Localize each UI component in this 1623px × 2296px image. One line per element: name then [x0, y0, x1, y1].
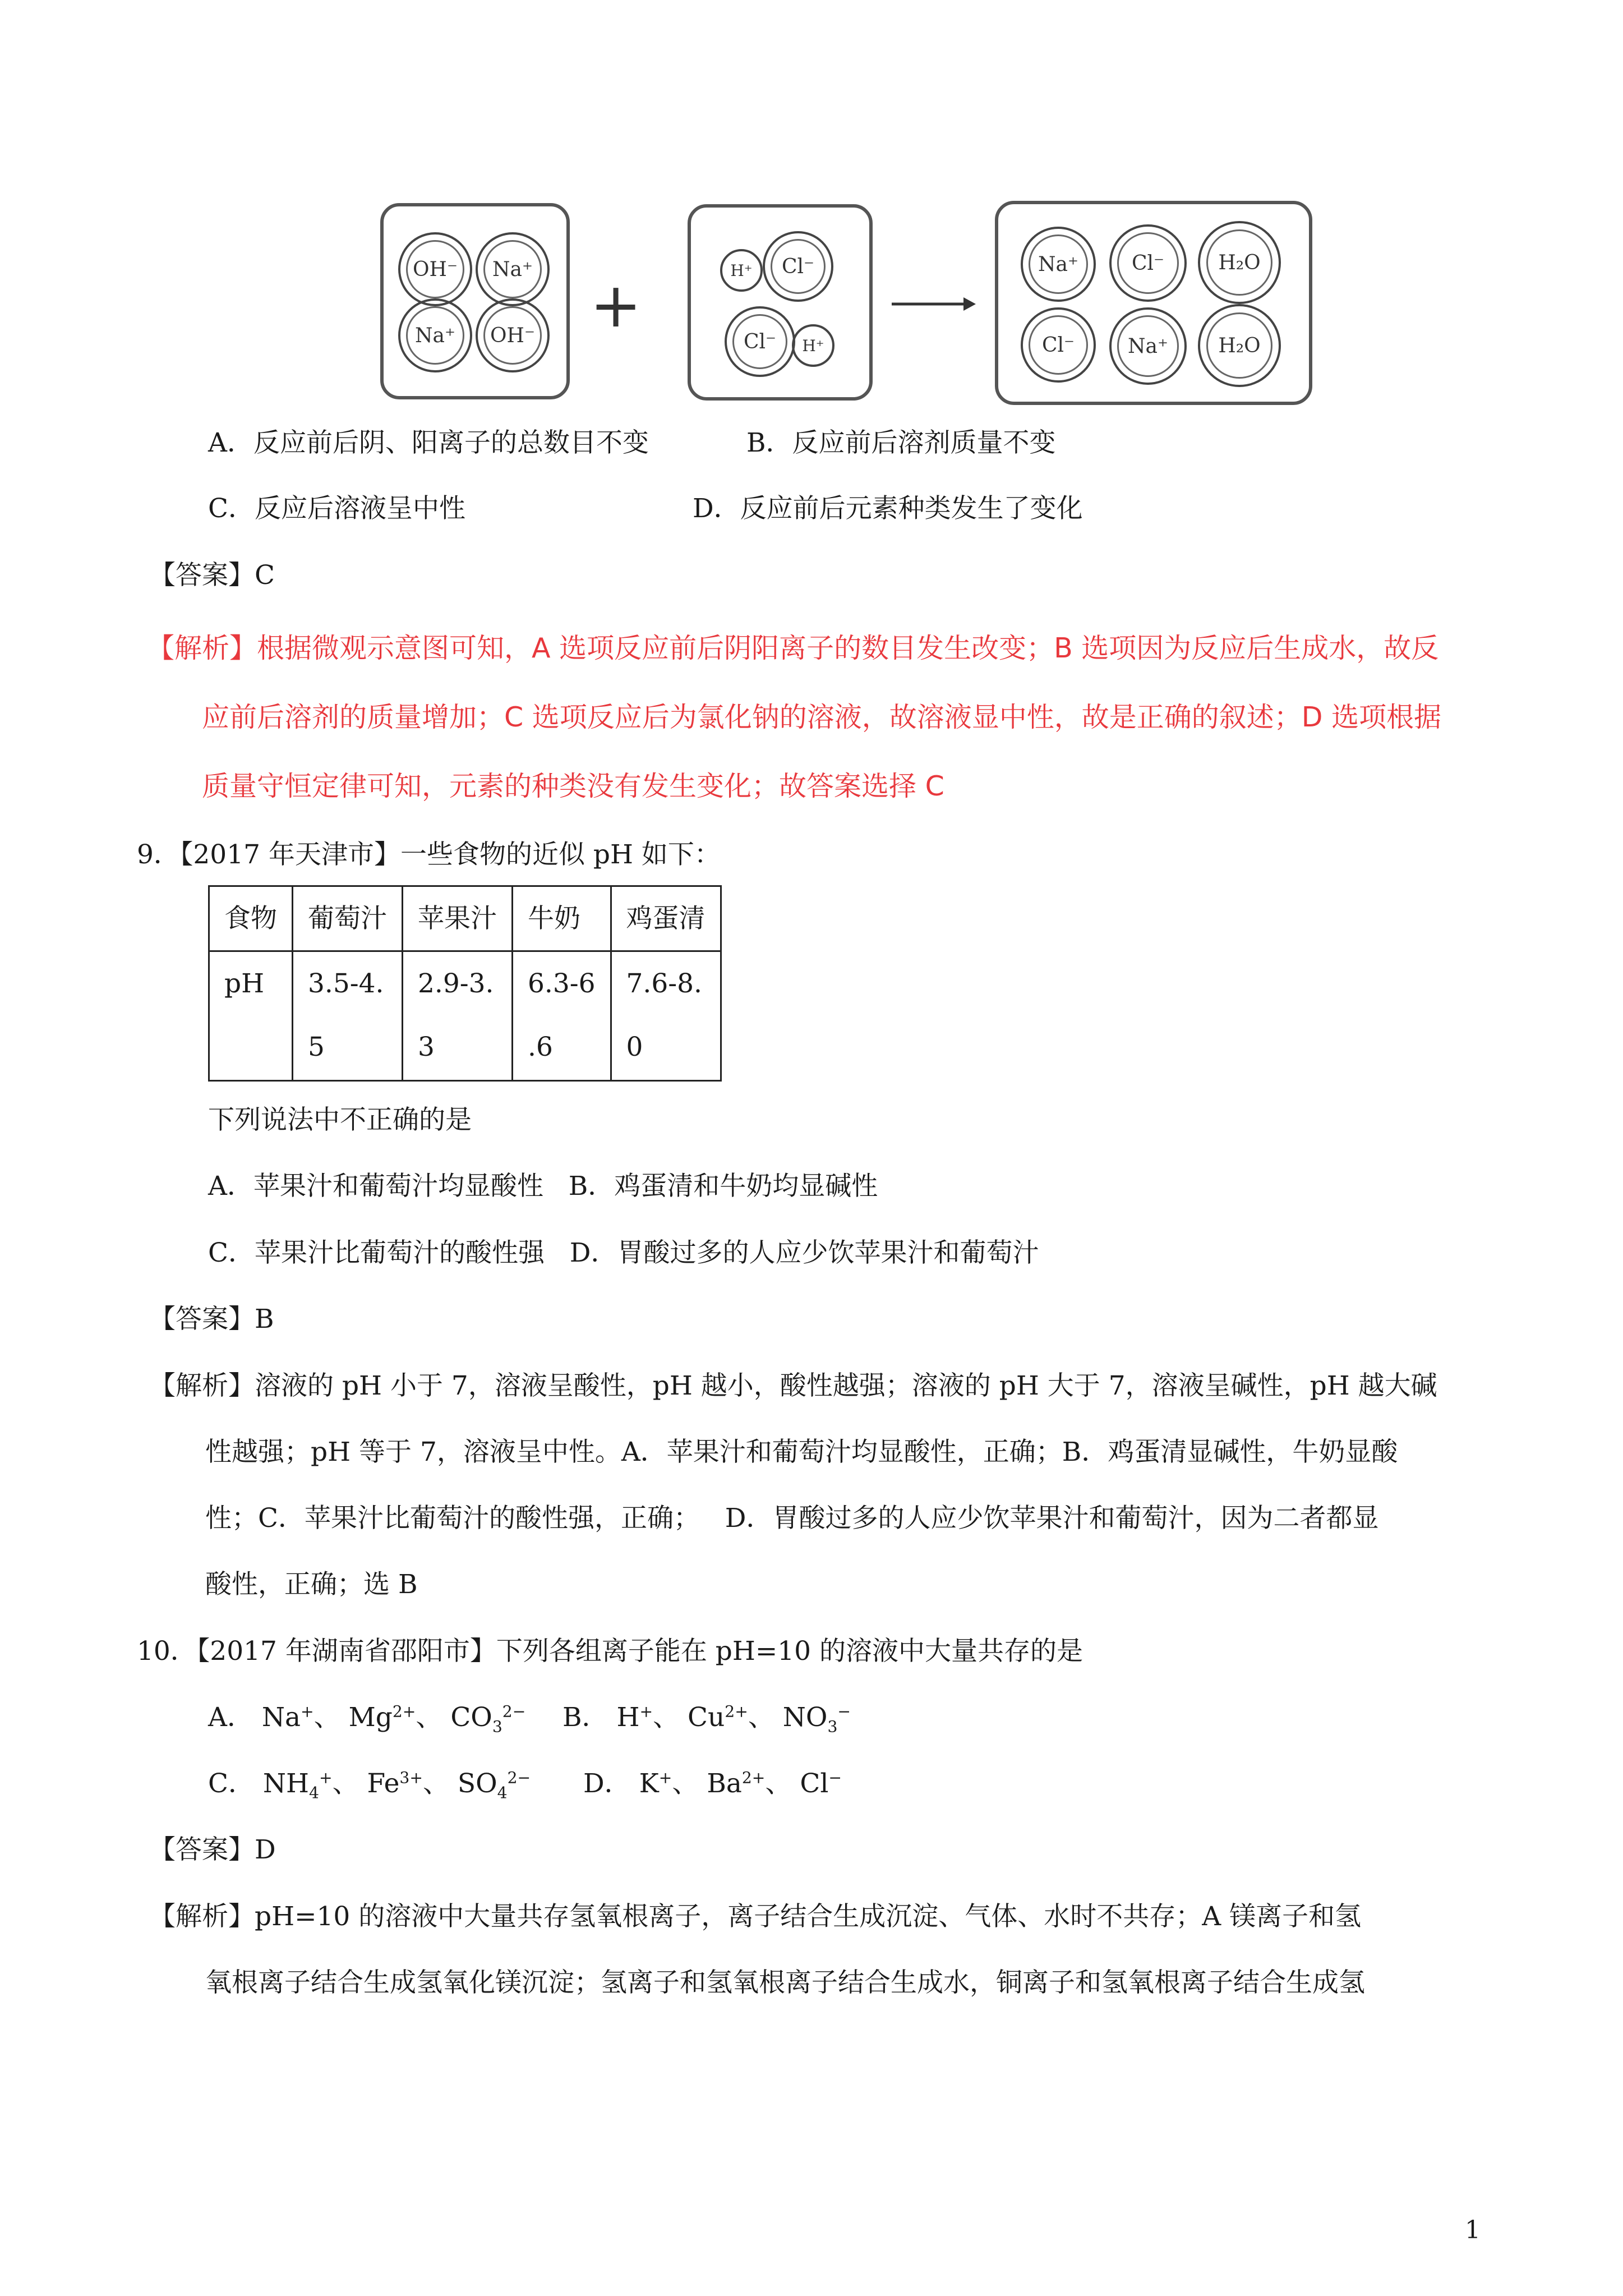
- table-cell: 牛奶: [513, 886, 611, 951]
- table-cell: 食物: [209, 886, 293, 951]
- ion-na: Na⁺: [476, 232, 550, 306]
- q10-analysis-line: 【解析】pH=10 的溶液中大量共存氢氧根离子，离子结合生成沉淀、气体、水时不共存；A 镁离子和氢: [149, 1901, 1362, 1932]
- q8-option-c: C．反应后溶液呈中性: [208, 493, 465, 524]
- table-row: [209, 886, 721, 951]
- q9-stem: 9．【2017 年天津市】一些食物的近似 pH 如下：: [137, 839, 721, 870]
- q10-option-a: A． Na+、 $Mg^{2+}$、 $CO_3^{2-}$: [208, 1702, 526, 1736]
- ion-na: Na⁺: [398, 298, 472, 372]
- ion-h: H⁺: [720, 249, 763, 292]
- molecule-h2o: H₂O: [1198, 221, 1281, 304]
- table-cell: 7.6-8. 0: [611, 951, 721, 1081]
- table-cell: 苹果汁: [403, 886, 513, 951]
- ion-cl: Cl⁻: [763, 231, 833, 302]
- q10-analysis-line: 氧根离子结合生成氢氧化镁沉淀；氢离子和氢氧根离子结合生成水，铜离子和氢氧根离子结合生成氢: [205, 1967, 1365, 1998]
- q9-question: 下列说法中不正确的是: [208, 1105, 472, 1135]
- q8-analysis-line: 质量守恒定律可知，元素的种类没有发生变化；故答案选择 C: [202, 770, 944, 802]
- q8-analysis-line: 应前后溶剂的质量增加；C 选项反应后为氯化钠的溶液，故溶液显中性，故是正确的叙述；D 选项根据: [202, 701, 1442, 733]
- q9-answer: 【答案】B: [149, 1304, 274, 1335]
- q10-option-d: D． K+、 $Ba^{2+}$、 Cl−: [583, 1768, 842, 1799]
- q8-option-a: A．反应前后阴、阳离子的总数目不变: [208, 427, 649, 458]
- q9-analysis-line: 性越强；pH 等于 7，溶液呈中性。A．苹果汁和葡萄汁均显酸性，正确；B．鸡蛋清显碱性，牛奶显酸: [205, 1437, 1398, 1467]
- arrow-icon: [892, 293, 976, 315]
- table-row: [209, 951, 721, 1081]
- q9-options-cd: C．苹果汁比葡萄汁的酸性强 D．胃酸过多的人应少饮苹果汁和葡萄汁: [208, 1237, 1039, 1268]
- q8-option-b: B．反应前后溶剂质量不变: [746, 427, 1056, 458]
- q9-options-ab: A．苹果汁和葡萄汁均显酸性 B．鸡蛋清和牛奶均显碱性: [208, 1171, 878, 1202]
- q8-option-d: D．反应前后元素种类发生了变化: [693, 493, 1083, 524]
- q10-option-b: B． H+、 $Cu^{2+}$、 $NO_3^-$: [562, 1702, 851, 1736]
- table-cell: 葡萄汁: [293, 886, 403, 951]
- q10-option-c: C． $NH_4^+$、 $Fe^{3+}$、 $SO_4^{2-}$: [208, 1768, 531, 1802]
- beaker-hcl: [688, 204, 873, 401]
- beaker-naoh: [380, 203, 570, 399]
- ion-na: Na⁺: [1109, 307, 1187, 385]
- q8-answer: 【答案】C: [149, 560, 275, 591]
- molecule-h2o: H₂O: [1198, 304, 1281, 387]
- table-cell: 3.5-4. 5: [293, 951, 403, 1081]
- q10-stem: 10．【2017 年湖南省邵阳市】下列各组离子能在 pH=10 的溶液中大量共存的是: [137, 1636, 1083, 1667]
- table-cell: 鸡蛋清: [611, 886, 721, 951]
- table-cell: pH: [209, 951, 293, 1081]
- ion-cl: Cl⁻: [1109, 224, 1187, 302]
- q9-analysis-line: 酸性，正确；选 B: [205, 1569, 418, 1600]
- table-cell: 2.9-3. 3: [403, 951, 513, 1081]
- ion-cl: Cl⁻: [725, 306, 795, 377]
- plus-sign: +: [590, 269, 642, 341]
- q9-analysis-line: 【解析】溶液的 pH 小于 7，溶液呈酸性，pH 越小，酸性越强；溶液的 pH 大于 7，溶液呈碱性，pH 越大碱: [149, 1370, 1437, 1401]
- table-cell: 6.3-6 .6: [513, 951, 611, 1081]
- ion-h: H⁺: [792, 324, 834, 367]
- q9-analysis-line: 性；C．苹果汁比葡萄汁的酸性强，正确； D．胃酸过多的人应少饮苹果汁和葡萄汁，因为二者都显: [205, 1503, 1379, 1534]
- ion-oh: OH⁻: [398, 232, 472, 306]
- ion-oh: OH⁻: [476, 298, 550, 372]
- q10-answer: 【答案】D: [149, 1834, 276, 1865]
- ion-na: Na⁺: [1021, 227, 1096, 302]
- page-number: 1: [1465, 2216, 1481, 2244]
- q8-analysis-line: 【解析】根据微观示意图可知，A 选项反应前后阴阳离子的数目发生改变；B 选项因为反应后生成水，故反: [147, 632, 1439, 664]
- ph-table: [208, 885, 722, 1082]
- ion-cl: Cl⁻: [1021, 307, 1096, 383]
